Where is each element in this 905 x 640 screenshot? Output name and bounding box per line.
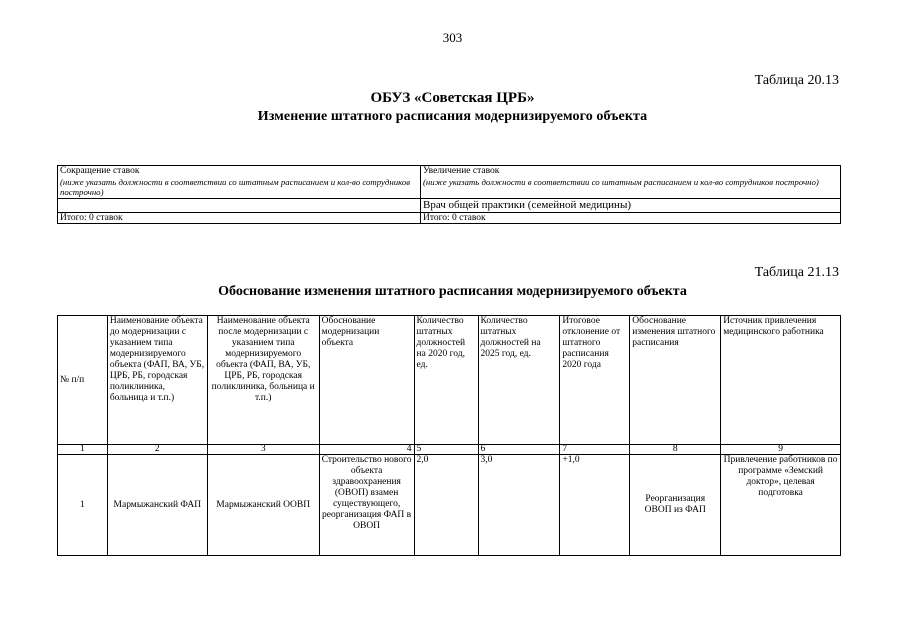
table-row xyxy=(58,212,841,224)
column-number: 4 xyxy=(319,445,414,455)
reduction-header-cell xyxy=(58,166,421,199)
object-after: Мармыжанский ООВП xyxy=(207,455,319,556)
column-number: 7 xyxy=(560,445,630,455)
positions-2025: 3,0 xyxy=(478,455,560,556)
table-21-title: Обоснование изменения штатного расписания модернизируемого объекта xyxy=(218,284,687,299)
column-number: 6 xyxy=(478,445,560,455)
header-row xyxy=(58,316,841,445)
table-20-label: Таблица 20.13 xyxy=(754,73,839,88)
header-cell: Обоснование изменения штатного расписания xyxy=(630,316,721,445)
increase-position: Врач общей практики (семейной медицины) xyxy=(421,198,841,212)
header-cell: Наименование объекта после модернизации с указанием типа модернизируемого объекта (ФАП, ВА, УБ, ЦРБ, РБ, городская поликлиника, больница и т.п.) xyxy=(207,316,319,445)
header-cell: Источник привлечения медицинского работника xyxy=(721,316,841,445)
worker-source: Привлечение работников по программе «Земский доктор», целевая подготовка xyxy=(721,455,841,556)
table-row xyxy=(58,166,841,199)
header-cell: Обоснование модернизации объекта xyxy=(319,316,414,445)
header-cell: Итоговое отклонение от штатного расписания 2020 года xyxy=(560,316,630,445)
column-number: 8 xyxy=(630,445,721,455)
table-row xyxy=(58,455,841,556)
table-21-label: Таблица 21.13 xyxy=(754,265,839,280)
column-number: 1 xyxy=(58,445,108,455)
header-cell: Количество штатных должностей на 2020 год, ед. xyxy=(414,316,478,445)
column-number: 3 xyxy=(207,445,319,455)
table-20-title: Изменение штатного расписания модернизируемого объекта xyxy=(257,109,648,124)
table-row xyxy=(58,198,841,212)
reduction-total: Итого: 0 ставок xyxy=(58,212,421,224)
increase-header: Увеличение ставок xyxy=(423,166,500,176)
header-cell: Количество штатных должностей на 2025 год, ед. xyxy=(478,316,560,445)
reduction-header: Сокращение ставок xyxy=(60,166,140,176)
justification-table xyxy=(57,315,841,556)
modernization-reason: Строительство нового объекта здравоохранения (ОВОП) взамен существующего, реорганизация ФАП в ОВОП xyxy=(319,455,414,556)
increase-header-cell xyxy=(421,166,841,199)
positions-2020: 2,0 xyxy=(414,455,478,556)
increase-note: (ниже указать должности в соответствии со штатным расписанием и кол-во сотрудников построчно) xyxy=(423,176,819,187)
column-number: 2 xyxy=(107,445,207,455)
org-title: ОБУЗ «Советская ЦРБ» xyxy=(370,90,535,106)
page-number: 303 xyxy=(442,30,463,45)
reduction-position-cell xyxy=(58,198,421,212)
column-number: 9 xyxy=(721,445,841,455)
column-number-row xyxy=(58,445,841,455)
column-number: 5 xyxy=(414,445,478,455)
change-reason: Реорганизация ОВОП из ФАП xyxy=(630,455,721,556)
deviation: +1,0 xyxy=(560,455,630,556)
reduction-note: (ниже указать должности в соответствии со штатным расписанием и кол-во сотрудников построчно) xyxy=(60,176,411,197)
header-cell: Наименование объекта до модернизации с указанием типа модернизируемого объекта (ФАП, ВА, УБ, ЦРБ, РБ, городская поликлиника, больница и т.п.) xyxy=(107,316,207,445)
increase-total: Итого: 0 ставок xyxy=(421,212,841,224)
staff-change-table xyxy=(57,165,841,224)
object-before: Мармыжанский ФАП xyxy=(107,455,207,556)
row-number: 1 xyxy=(58,455,108,556)
header-cell: № п/п xyxy=(58,316,108,445)
